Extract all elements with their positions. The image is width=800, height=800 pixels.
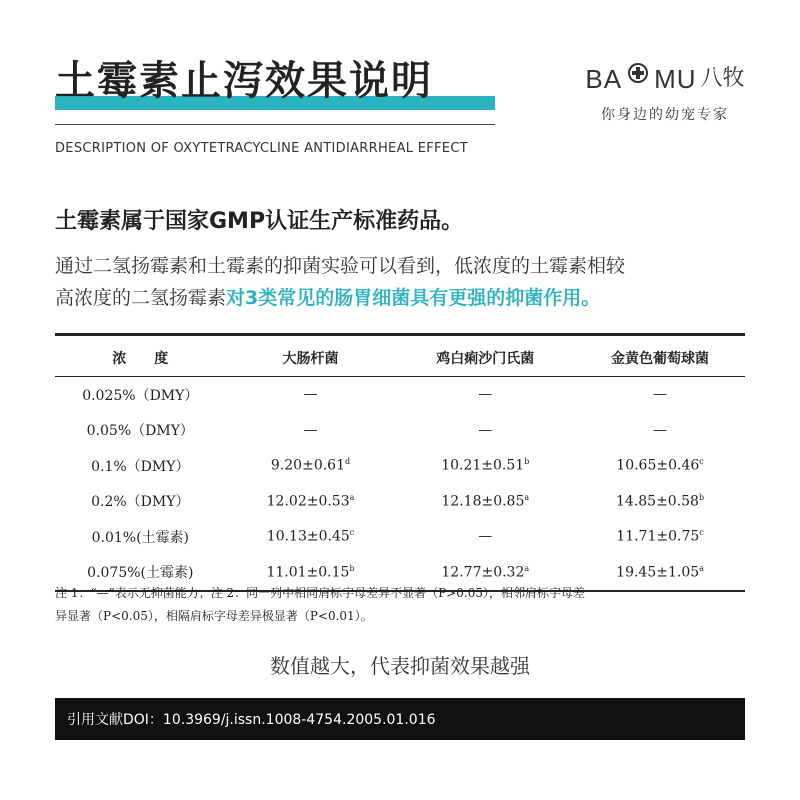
value-cell bbox=[395, 377, 575, 413]
title-block bbox=[55, 58, 433, 110]
table-row bbox=[55, 448, 745, 484]
value-text: 19.45±1.05 bbox=[616, 564, 700, 581]
value-text: 10.65±0.46 bbox=[616, 458, 700, 475]
table-header-row bbox=[55, 340, 745, 377]
footnote-line-2: 异显著（P<0.05），相隔肩标字母差异极显著（P<0.01）。 bbox=[55, 609, 373, 623]
footnote-line-1: 注 1：“—”表示无抑菌能力；注 2：同一列中相同肩标字母差异不显著（P>0.05），相邻肩标字母差 bbox=[55, 586, 586, 600]
header-salmonella: 鸡白痢沙门氏菌 bbox=[436, 351, 535, 367]
header-staph-aureus: 金黄色葡萄球菌 bbox=[611, 351, 710, 367]
value-cell bbox=[226, 484, 396, 520]
value-text: — bbox=[303, 387, 318, 404]
value-cell bbox=[395, 448, 575, 484]
value-text: 12.18±0.85 bbox=[441, 493, 525, 510]
value-cell bbox=[226, 519, 396, 555]
citation-text: 引用文献DOI：10.3969/j.issn.1008-4754.2005.01.016 bbox=[67, 712, 436, 728]
brand-name-part1: BA bbox=[585, 64, 623, 94]
header-divider bbox=[55, 124, 495, 125]
significance-letter: a bbox=[524, 563, 530, 573]
value-text: — bbox=[303, 422, 318, 439]
value-cell bbox=[395, 519, 575, 555]
significance-letter: b bbox=[524, 457, 530, 467]
value-cell bbox=[575, 519, 745, 555]
brand-name-part2: MU bbox=[654, 64, 697, 94]
table-row bbox=[55, 413, 745, 449]
brand-tagline: 你身边的幼宠专家 bbox=[601, 107, 729, 123]
value-text: 10.21±0.51 bbox=[441, 458, 525, 475]
significance-letter: a bbox=[524, 492, 530, 502]
value-text: 12.77±0.32 bbox=[441, 564, 525, 581]
intro-paragraph bbox=[55, 250, 755, 314]
table-row bbox=[55, 519, 745, 555]
intro-line-2 bbox=[55, 282, 755, 314]
value-cell bbox=[395, 413, 575, 449]
antibacterial-data-table bbox=[55, 340, 745, 592]
significance-letter: c bbox=[349, 528, 355, 538]
value-text: 11.01±0.15 bbox=[266, 564, 350, 581]
significance-letter: d bbox=[345, 457, 351, 467]
header-e-coli: 大肠杆菌 bbox=[282, 351, 339, 367]
significance-letter: b bbox=[349, 563, 355, 573]
citation-bar bbox=[55, 698, 745, 740]
value-text: 14.85±0.58 bbox=[615, 493, 699, 510]
brand-name-cn: 八牧 bbox=[700, 66, 745, 91]
value-cell bbox=[226, 448, 396, 484]
significance-letter: c bbox=[699, 528, 704, 538]
significance-letter: c bbox=[699, 457, 704, 467]
intro-emphasis: 对3类常见的肠胃细菌具有更强的抑菌作用。 bbox=[226, 287, 601, 309]
value-text: — bbox=[478, 529, 493, 546]
intro-line-1: 通过二氢扬霉素和土霉素的抑菌实验可以看到，低浓度的土霉素相较 bbox=[55, 255, 626, 277]
intro-line-2-text: 高浓度的二氢扬霉素 bbox=[55, 287, 227, 309]
value-cell bbox=[575, 413, 745, 449]
value-text: 11.71±0.75 bbox=[616, 529, 700, 546]
value-cell bbox=[395, 484, 575, 520]
value-text: 12.02±0.53 bbox=[266, 493, 350, 510]
headline: 土霉素属于国家GMP认证生产标准药品。 bbox=[55, 209, 464, 234]
concentration-cell: 0.01%(土霉素) bbox=[91, 529, 189, 546]
english-subtitle: DESCRIPTION OF OXYTETRACYCLINE ANTIDIARRHEAL EFFECT bbox=[55, 141, 468, 156]
concentration-cell: 0.075%(土霉素) bbox=[87, 565, 194, 582]
medical-cross-icon bbox=[628, 63, 648, 83]
table-row bbox=[55, 377, 745, 413]
concentration-cell: 0.2%（DMY） bbox=[91, 494, 190, 511]
value-cell bbox=[575, 448, 745, 484]
significance-letter: b bbox=[698, 492, 705, 502]
value-text: — bbox=[478, 387, 493, 404]
value-text: — bbox=[653, 387, 668, 404]
concentration-cell: 0.05%（DMY） bbox=[86, 423, 194, 440]
page-title: 土霉素止泻效果说明 bbox=[55, 58, 433, 104]
concentration-cell: 0.1%（DMY） bbox=[91, 458, 190, 475]
header-concentration: 浓 度 bbox=[112, 351, 169, 367]
value-text: — bbox=[478, 422, 493, 439]
table-row bbox=[55, 484, 745, 520]
table-top-rule bbox=[55, 333, 745, 336]
value-text: 10.13±0.45 bbox=[266, 529, 350, 546]
value-cell bbox=[575, 484, 745, 520]
table-footnote bbox=[55, 582, 745, 628]
conclusion-text: 数值越大，代表抑菌效果越强 bbox=[270, 654, 530, 678]
value-cell bbox=[226, 377, 396, 413]
brand-logo bbox=[580, 64, 750, 94]
value-text: 9.20±0.61 bbox=[270, 458, 345, 475]
value-cell bbox=[226, 413, 396, 449]
brand-logo-block bbox=[580, 64, 750, 124]
value-text: — bbox=[653, 422, 668, 439]
value-cell bbox=[575, 377, 745, 413]
concentration-cell: 0.025%（DMY） bbox=[82, 387, 199, 404]
significance-letter: a bbox=[349, 492, 355, 502]
significance-letter: a bbox=[699, 563, 704, 573]
